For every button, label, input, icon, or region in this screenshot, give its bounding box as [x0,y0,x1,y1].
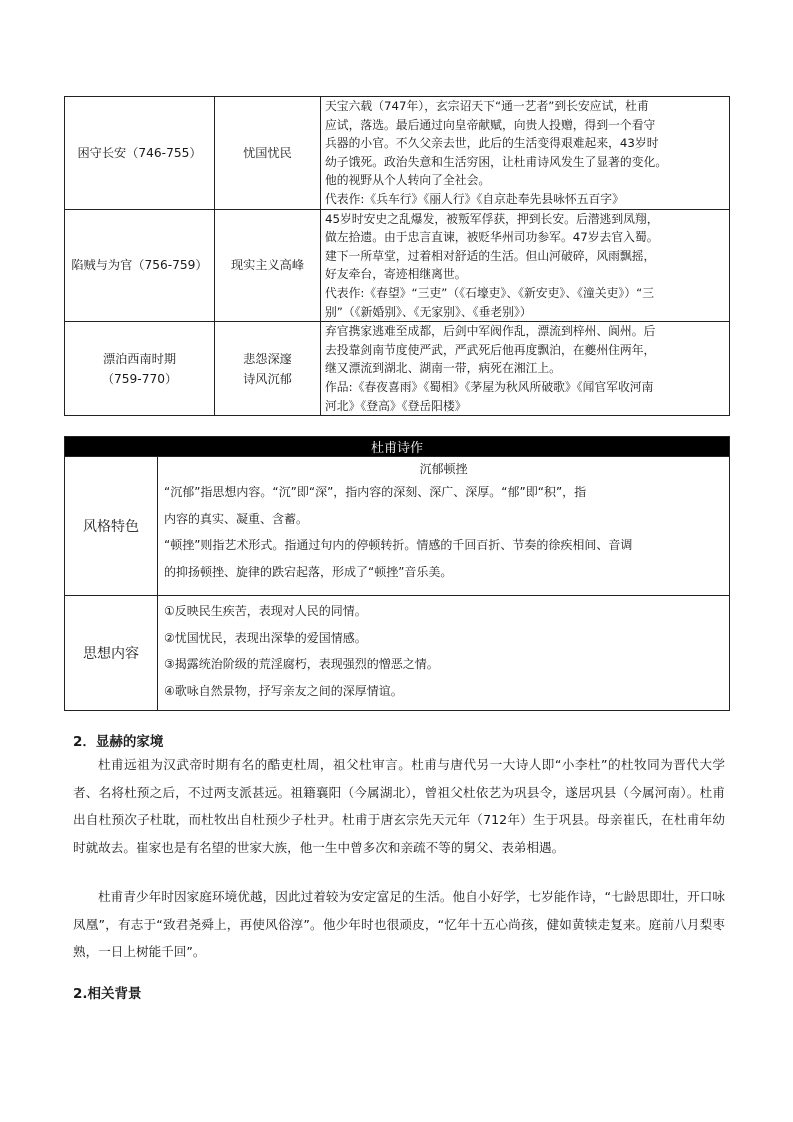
style-cell: 现实主义高峰 [215,209,321,322]
description-line: 45岁时安史之乱爆发，被叛军俘获，押到长安。后潜逃到凤翔， [325,211,659,226]
style-label: 风格特色 [65,457,158,596]
poetry-table [64,436,730,711]
list-item: ②忧国忧民，表现出深挚的爱国情感。 [164,630,367,645]
paragraph: 杜甫远祖为汉武帝时期有名的酷吏杜周，祖父杜审言。杜甫与唐代另一大诗人即“小李杜”的杜牧同为晋代大学者、名将杜预之后，不过两支派甚远。祖籍襄阳（今属湖北），曾祖父杜依艺为巩县令，遂居巩县（今属河南）。杜甫出自杜预次子杜耽，而杜牧出自杜预少子杜尹。杜甫于唐玄宗先天元年（712年）生于巩县。母亲崔氏，在杜甫年幼时就故去。崔家也是有名望的世家大族，他一生中曾多次和亲疏不等的舅父、表弟相遇。 [73,757,725,855]
style-cell [215,322,321,416]
description-cell [321,97,730,210]
description-line: 作品:《春夜喜雨》《蜀相》《茅屋为秋风所破歌》《闻官军收河南 [325,379,654,394]
description-line: 幼子饿死。政治失意和生活穷困，让杜甫诗风发生了显著的变化。 [325,154,668,169]
description-line: 继又漂流到湖北、湖南一带，病死在湘江上。 [325,361,561,376]
period-cell: 陷贼与为官（756-759） [65,209,215,322]
description-line: 代表作:《春望》“三吏”（《石壕吏》、《新安吏》、《潼关吏》）“三 [325,285,655,300]
period-cell [65,322,215,416]
style-line: 内容的真实、凝重、含蓄。 [164,511,309,526]
style-line: “顿挫”则指艺术形式。指通过句内的停顿转折。情感的千回百折、节奏的徐疾相间、音调 [164,538,633,552]
table-row [65,457,730,596]
style-cell: 忧国忧民 [215,97,321,210]
description-line: 他的视野从个人转向了全社会。 [325,173,491,188]
table-header-row [65,437,730,457]
description-line: 天宝六载（747年），玄宗诏天下“通一艺者”到长安应试，杜甫 [325,99,649,113]
section-heading: 2．显赫的家境 [73,734,164,750]
description-line: 建下一所草堂，过着相对舒适的生活。但山河破碎，风雨飘摇， [325,248,656,263]
list-item: ③揭露统治阶级的荒淫腐朽，表现强烈的憎恶之情。 [164,657,439,671]
description-line: 好友牵台，寄迹相继离世。 [325,267,467,282]
list-item: ①反映民生疾苦，表现对人民的同情。 [164,604,367,618]
style-line: 悲怨深邃 [243,351,292,366]
paragraph: 杜甫青少年时因家庭环境优越，因此过着较为安定富足的生活。他自小好学，七岁能作诗，“七龄思即壮，开口咏凤凰”，有志于“致君尧舜上，再使风俗淳”。他少年时也很顽皮，“忆年十五心尚孩，健如黄犊走复来。庭前八月梨枣熟，一日上树能千回”。 [73,889,725,960]
table-row [65,596,730,711]
description-line: 去投靠剑南节度使严武，严武死后他再度飘泊，在夔州住两年， [325,342,656,357]
table-row [65,322,730,416]
description-line: 应试，落选。最后通过向皇帝献赋，向贵人投赠，得到一个看守 [325,117,656,132]
period-name: 漂泊西南时期 [102,351,177,366]
table-row [65,209,730,322]
list-item: ④歌咏自然景物，抒写亲友之间的深厚情谊。 [164,683,403,698]
period-cell: 困守长安（746-755） [65,97,215,210]
description-line: 别”（《新婚别》、《无家别》、《垂老别》） [325,304,532,319]
thought-content [158,596,730,711]
style-content [158,457,730,596]
style-subtitle: 沉郁顿挫 [419,462,468,476]
table-row [65,97,730,210]
table-title: 杜甫诗作 [65,437,730,457]
description-cell [321,209,730,322]
description-line: 河北》《登高》《登岳阳楼》 [325,398,467,413]
style-line: 的抑扬顿挫、旋律的跌宕起落，形成了“顿挫”音乐美。 [164,564,453,579]
description-line: 兵器的小官。不久父亲去世，此后的生活变得艰难起来，43岁时 [325,136,659,151]
life-periods-table [64,96,730,416]
style-line: “沉郁”指思想内容。“沉”即“深”，指内容的深刻、深广、深厚。“郁”即“积”，指 [164,485,587,499]
description-line: 做左拾遗。由于忠言直谏，被贬华州司功参军。47岁去官入蜀。 [325,230,659,245]
description-line: 代表作:《兵车行》《丽人行》《自京赴奉先县咏怀五百字》 [325,191,624,206]
description-cell [321,322,730,416]
period-years: （759-770） [101,371,178,386]
section-heading: 2.相关背景 [73,986,142,1002]
style-line: 诗风沉郁 [243,371,292,386]
thought-label: 思想内容 [65,596,158,711]
description-line: 弃官携家逃难至成都，后剑中军阀作乱，漂流到梓州、阆州。后 [325,324,656,339]
